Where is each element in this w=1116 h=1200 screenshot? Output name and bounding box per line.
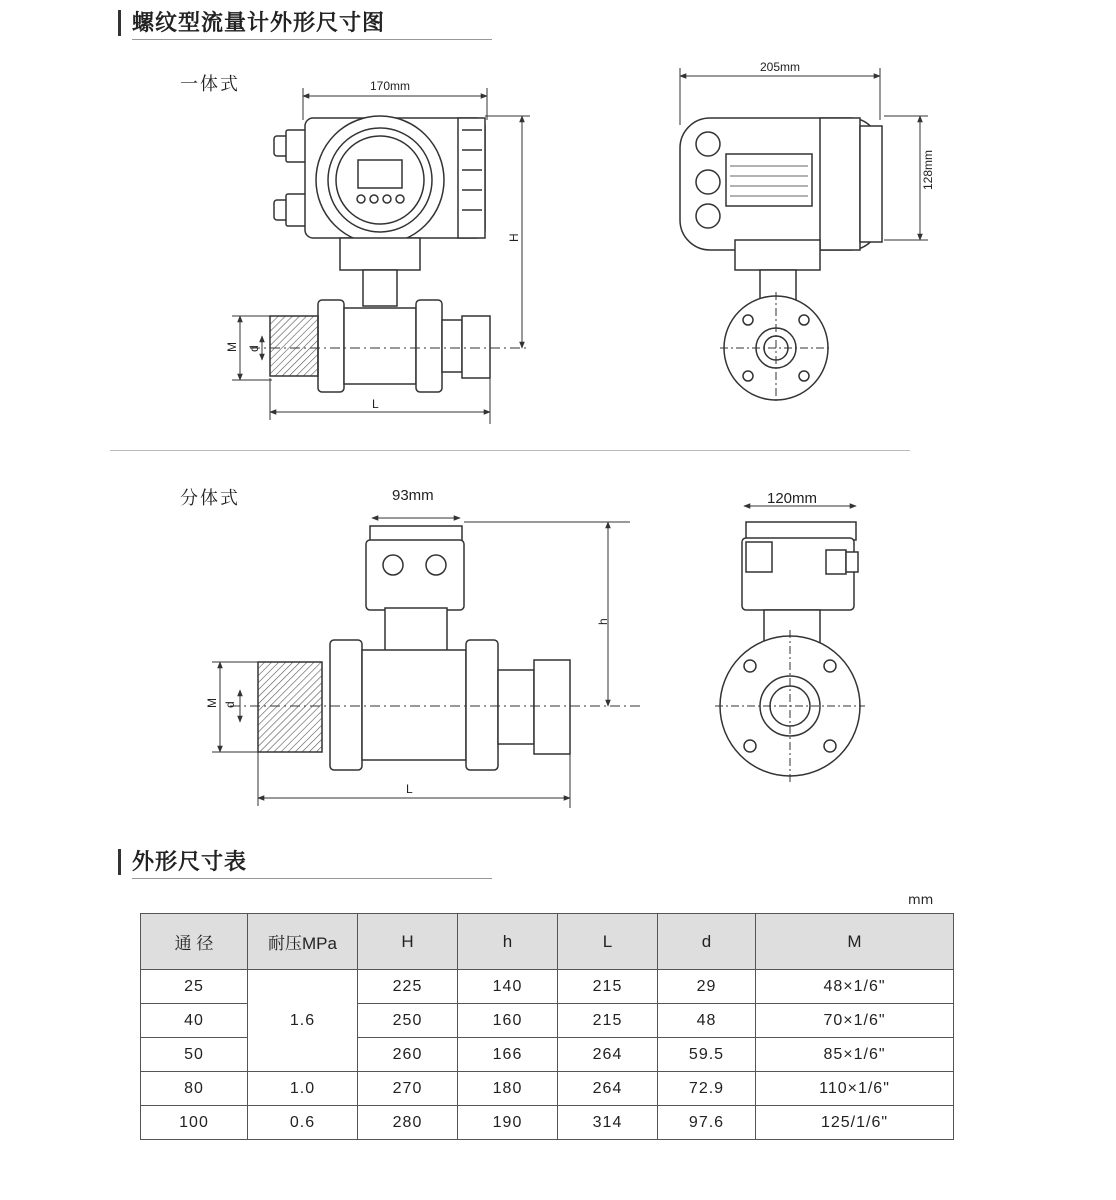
header-L: L — [558, 914, 658, 970]
cell-dn: 25 — [141, 970, 248, 1004]
dim-d-integrated: d — [247, 345, 261, 352]
dim-integrated-width: 170mm — [370, 79, 411, 93]
dim-M-split: M — [205, 698, 219, 708]
terminal-box — [366, 540, 464, 610]
cell-L: 215 — [558, 1004, 658, 1038]
cell-M: 110×1/6" — [756, 1072, 954, 1106]
integrated-front-view — [232, 88, 530, 424]
split-thread-section — [258, 662, 322, 752]
table-header-row — [141, 914, 954, 970]
split-flange-right — [466, 640, 498, 770]
cell-d: 29 — [658, 970, 756, 1004]
header-pressure: 耐压MPa — [248, 914, 358, 970]
cell-h: 180 — [458, 1072, 558, 1106]
cell-M: 70×1/6" — [756, 1004, 954, 1038]
dim-split-width: 93mm — [392, 487, 434, 504]
cell-dn: 50 — [141, 1038, 248, 1072]
cell-d: 59.5 — [658, 1038, 756, 1072]
dim-split-depth: 120mm — [767, 490, 818, 507]
dim-integrated-depth: 205mm — [760, 60, 801, 74]
cell-d: 48 — [658, 1004, 756, 1038]
cell-h: 160 — [458, 1004, 558, 1038]
dim-d-split: d — [223, 701, 237, 708]
cell-h: 166 — [458, 1038, 558, 1072]
unit-label: mm — [908, 893, 934, 908]
split-side-view — [715, 506, 865, 782]
table-row — [141, 1072, 954, 1106]
dim-integrated-height: 128mm — [921, 149, 935, 190]
cell-L: 264 — [558, 1038, 658, 1072]
cell-dn: 100 — [141, 1106, 248, 1140]
integrated-label: 一体式 — [180, 74, 240, 95]
lcd-screen — [358, 160, 402, 188]
split-thread-nut — [534, 660, 570, 754]
dim-h: h — [596, 618, 610, 625]
split-pipe-body — [362, 650, 466, 760]
nameplate — [726, 154, 812, 206]
cell-pressure: 1.6 — [248, 970, 358, 1072]
outline-title: 螺纹型流量计外形尺寸图 — [132, 11, 386, 36]
header-h: h — [458, 914, 558, 970]
cell-L: 215 — [558, 970, 658, 1004]
header-M: M — [756, 914, 954, 970]
cell-L: 264 — [558, 1072, 658, 1106]
cell-d: 72.9 — [658, 1072, 756, 1106]
thread-nut — [462, 316, 490, 378]
integrated-side-view — [680, 68, 928, 404]
split-neck — [385, 608, 447, 652]
dim-M-integrated: M — [225, 342, 239, 352]
cell-H: 225 — [358, 970, 458, 1004]
dimension-table — [140, 913, 954, 1140]
header-H: H — [358, 914, 458, 970]
cell-dn: 80 — [141, 1072, 248, 1106]
flange-right — [416, 300, 442, 392]
cell-dn: 40 — [141, 1004, 248, 1038]
dim-L-split: L — [406, 782, 413, 796]
flange-left — [318, 300, 344, 392]
cell-pressure: 1.0 — [248, 1072, 358, 1106]
table-section-title — [118, 843, 492, 879]
cell-h: 190 — [458, 1106, 558, 1140]
header-d: d — [658, 914, 756, 970]
split-flange-left — [330, 640, 362, 770]
thread-section — [270, 316, 318, 376]
split-label: 分体式 — [180, 488, 240, 509]
table-row — [141, 1106, 954, 1140]
cell-pressure: 0.6 — [248, 1106, 358, 1140]
cell-M: 125/1/6" — [756, 1106, 954, 1140]
header-dn: 通 径 — [141, 914, 248, 970]
pipe-body — [344, 308, 416, 384]
cell-H: 270 — [358, 1072, 458, 1106]
title-bar — [118, 849, 121, 875]
cell-M: 48×1/6" — [756, 970, 954, 1004]
title-rule — [132, 878, 492, 879]
dim-L-integrated: L — [372, 397, 379, 411]
split-front-view — [212, 518, 640, 808]
cell-H: 260 — [358, 1038, 458, 1072]
table-row — [141, 970, 954, 1004]
cell-H: 280 — [358, 1106, 458, 1140]
cell-H: 250 — [358, 1004, 458, 1038]
cell-h: 140 — [458, 970, 558, 1004]
table-title: 外形尺寸表 — [132, 850, 248, 875]
cell-d: 97.6 — [658, 1106, 756, 1140]
dim-H: H — [507, 233, 521, 242]
cell-L: 314 — [558, 1106, 658, 1140]
cell-M: 85×1/6" — [756, 1038, 954, 1072]
housing-base — [340, 238, 420, 270]
neck — [363, 270, 397, 306]
